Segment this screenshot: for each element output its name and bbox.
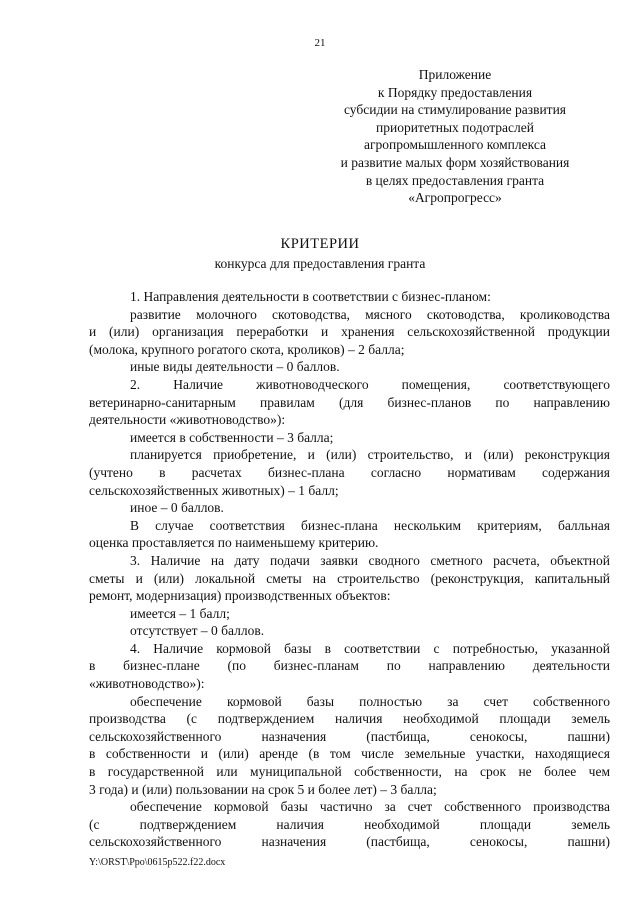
body-line: развитие молочного скотоводства, мясного скотоводства, кролиководства <box>130 306 610 322</box>
body-line: (учтено в расчетах бизнес-плана согласно нормативам содержания <box>89 464 610 480</box>
body-line: сметы и (или) локальной сметы на строительство (реконструкция, капитальный <box>89 570 610 586</box>
body-line: обеспечение кормовой базы полностью за счет собственного <box>130 693 610 709</box>
body-line: «животноводство»): <box>89 676 205 692</box>
appendix-line: к Порядку предоставления <box>377 84 533 100</box>
appendix-line: приоритетных подотраслей <box>376 119 534 135</box>
body-line: сельскохозяйственных животных) – 1 балл; <box>89 482 339 498</box>
body-line: 2. Наличие животноводческого помещения, соответствующего <box>130 376 610 392</box>
body-line: имеется – 1 балл; <box>130 605 230 621</box>
document-title: КРИТЕРИИ <box>280 236 360 252</box>
body-line: иные виды деятельности – 0 баллов. <box>130 359 340 375</box>
body-line: 4. Наличие кормовой базы в соответствии с потребностью, указанной <box>130 640 610 656</box>
body-line: в государственной или муниципальной собственности, на срок не более чем <box>89 764 610 780</box>
page-number: 21 <box>314 37 326 49</box>
body-line: иное – 0 баллов. <box>130 500 224 516</box>
body-line: обеспечение кормовой базы частично за счет собственного производства <box>130 799 610 815</box>
appendix-line: и развитие малых форм хозяйствования <box>340 154 570 170</box>
body-line: в собственности и (или) аренде (в том числе земельные участки, находящиеся <box>89 746 610 762</box>
appendix-line: субсидии на стимулирование развития <box>343 102 567 118</box>
document-subtitle: конкурса для предоставления гранта <box>214 256 426 271</box>
body-line: ветеринарно-санитарным правилам (для бизнес-планов по направлению <box>89 394 610 410</box>
appendix-line: Приложение <box>418 67 492 82</box>
body-line: сельскохозяйственного назначения (пастбища, сенокосы, пашни) <box>89 728 610 744</box>
document-body <box>89 288 610 851</box>
body-line: имеется в собственности – 3 балла; <box>130 429 334 445</box>
body-line: в бизнес-плане (по бизнес-планам по направлению деятельности <box>89 658 610 674</box>
body-line: 3. Наличие на дату подачи заявки сводного сметного расчета, объектной <box>130 552 610 568</box>
appendix-line: агропромышленного комплекса <box>364 137 546 153</box>
appendix-header <box>330 66 580 207</box>
body-line: (с подтверждением наличия необходимой площади земель <box>89 816 610 832</box>
body-line: сельскохозяйственного назначения (пастбища, сенокосы, пашни) <box>89 834 610 850</box>
body-line: оценка проставляется по наименьшему критерию. <box>89 535 379 551</box>
body-line: ремонт, модернизация) производственных объектов: <box>89 588 391 604</box>
body-line: отсутствует – 0 баллов. <box>130 623 265 639</box>
body-line: производства (с подтверждением наличия необходимой площади земель <box>89 711 610 727</box>
body-line: и (или) организация переработки и хранения сельскохозяйственной продукции <box>89 324 610 340</box>
body-line: 3 года) и (или) пользовании на срок 5 и более лет) – 3 балла; <box>89 781 437 797</box>
body-line: (молока, крупного рогатого скота, кроликов) – 2 балла; <box>89 341 405 357</box>
appendix-line: «Агропрогресс» <box>408 190 502 206</box>
body-line: деятельности «животноводство»): <box>89 412 286 428</box>
appendix-line: в целях предоставления гранта <box>365 172 545 188</box>
body-line: 1. Направления деятельности в соответствии с бизнес-планом: <box>130 289 491 304</box>
file-path-footer: Y:\ORST\Ppo\0615p522.f22.docx <box>89 857 226 868</box>
body-line: В случае соответствия бизнес-плана нескольким критериям, балльная <box>130 517 610 533</box>
body-line: планируется приобретение, и (или) строительство, и (или) реконструкция <box>130 447 610 463</box>
